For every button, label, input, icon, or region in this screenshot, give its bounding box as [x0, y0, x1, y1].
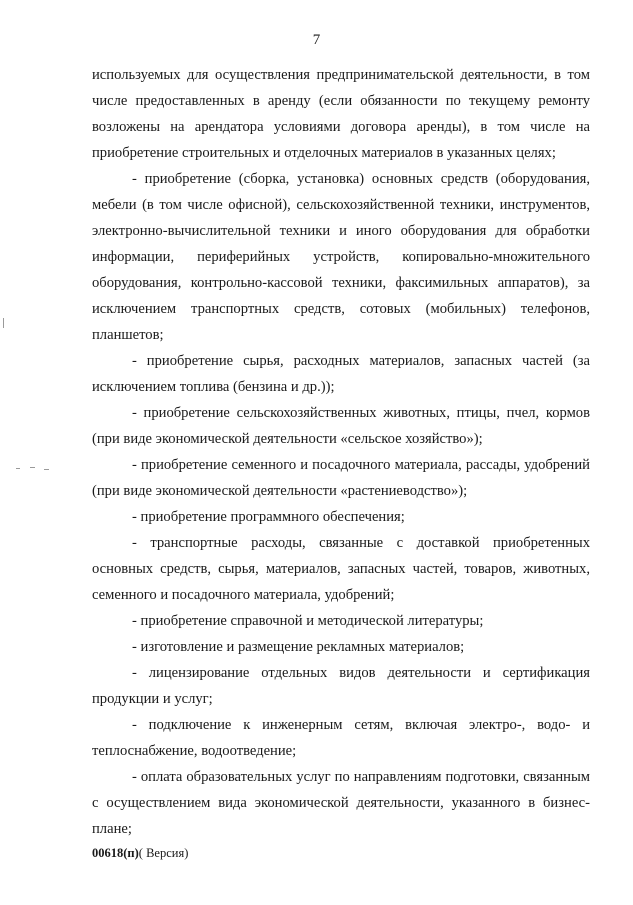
document-footer	[92, 846, 188, 861]
list-item: - лицензирование отдельных видов деятельности и сертификация продукции и услуг;	[92, 665, 590, 707]
scan-artifact	[30, 467, 35, 468]
scan-artifact	[44, 469, 49, 470]
list-item: - приобретение (сборка, установка) основных средств (оборудования, мебели (в том числе офисной), сельскохозяйственной техники, инструментов, электронно-вычислительной техники и иного оборудования для обработки информации, периферийных устройств, копировально-множительного оборудования, контрольно-кассовой техники, факсимильных аппаратов), за исключением транспортных средств, сотовых (мобильных) телефонов, планшетов;	[92, 171, 590, 343]
document-code: 00618(п)	[92, 846, 139, 860]
list-item: - оплата образовательных услуг по направлениям подготовки, связанным с осуществлением вида экономической деятельности, указанного в бизнес-плане;	[92, 769, 590, 837]
list-item: - приобретение программного обеспечения;	[132, 509, 405, 525]
scan-artifact	[3, 318, 4, 328]
paragraph: используемых для осуществления предпринимательской деятельности, в том числе предоставленных в аренду (если обязанности по текущему ремонту возложены на арендатора условиями договора аренды), в том числе на приобретение строительных и отделочных материалов в указанных целях;	[92, 67, 590, 161]
list-item: - приобретение сельскохозяйственных животных, птицы, пчел, кормов (при виде экономической деятельности «сельское хозяйство»);	[92, 405, 590, 447]
list-item: - транспортные расходы, связанные с доставкой приобретенных основных средств, сырья, материалов, запасных частей, товаров, животных, семенного и посадочного материала, удобрений;	[92, 535, 590, 603]
document-body	[92, 62, 590, 842]
list-item: - подключение к инженерным сетям, включая электро-, водо- и теплоснабжение, водоотведение;	[92, 717, 590, 759]
list-item: - приобретение справочной и методической литературы;	[132, 613, 484, 629]
list-item: - изготовление и размещение рекламных материалов;	[132, 639, 465, 655]
list-item: - приобретение семенного и посадочного материала, рассады, удобрений (при виде экономической деятельности «растениеводство»);	[92, 457, 590, 499]
document-version: ( Версия)	[138, 846, 189, 860]
list-item: - приобретение сырья, расходных материалов, запасных частей (за исключением топлива (бензина и др.));	[92, 353, 590, 395]
scan-artifact	[16, 468, 20, 469]
page-number: 7	[312, 32, 321, 48]
